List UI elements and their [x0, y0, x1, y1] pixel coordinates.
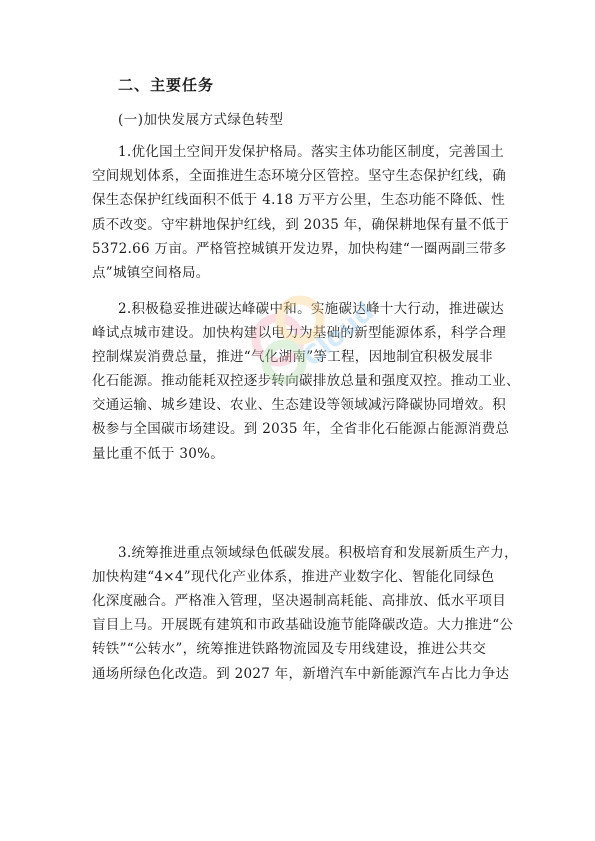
- cloud-logo-watermark: [250, 278, 381, 388]
- document-page: 二、主要任务 (一)加快发展方式绿色转型 1.优化国土空间开发保护格局。落实主体功能区制度，完善国土 空间规划体系，全面推进生态环境分区管控。坚守生态保护红线，确 保生态保护红线面积不低于 4.18 万平方公里，生态功能不降低、性 质不改变。守牢耕地保护红线，到 2035 年，确保耕地保有量不低于 5372.66 万亩。严格管控城镇开发边界，加快构建“一圈两副三带多 点”城镇空间格局。 2.积极稳妥推进碳达峰碳中和。实施碳达峰十大行动，推进碳达 峰试点城市建设。加快构建以电力为基础的新型能源体系，科学合理 控制煤炭消费总量，推进“气化湖南”等工程，因地制宜积极发展非 化石能源。推动能耗双控逐步转向碳排放总量和强度双控。推动工业、 交通运输、城乡建设、农业、生态建设等领域减污降碳协同增效。积 极参与全国碳市场建设。到 2035 年，全省非化石能源占能源消费总 量比重不低于 30%。 3.统筹推进重点领域绿色低碳发展。积极培育和发展新质生产力， 加快构建“4×4”现代化产业体系，推进产业数字化、智能化同绿色 化深度融合。严格准入管理，坚决遏制高耗能、高排放、低水平项目 盲目上马。开展既有建筑和市政基础设施节能降碳改造。大力推进“公 转铁”“公转水”，统筹推进铁路物流园及专用线建设，推进公共交 通场所绿色化改造。到 2027 年，新增汽车中新能源汽车占比力争达 Cloud: [92, 76, 520, 682]
- watermark-text: Cloud: [297, 296, 381, 373]
- subsection-heading: (一)加快发展方式绿色转型: [118, 112, 284, 128]
- section-heading: 二、主要任务: [118, 76, 215, 94]
